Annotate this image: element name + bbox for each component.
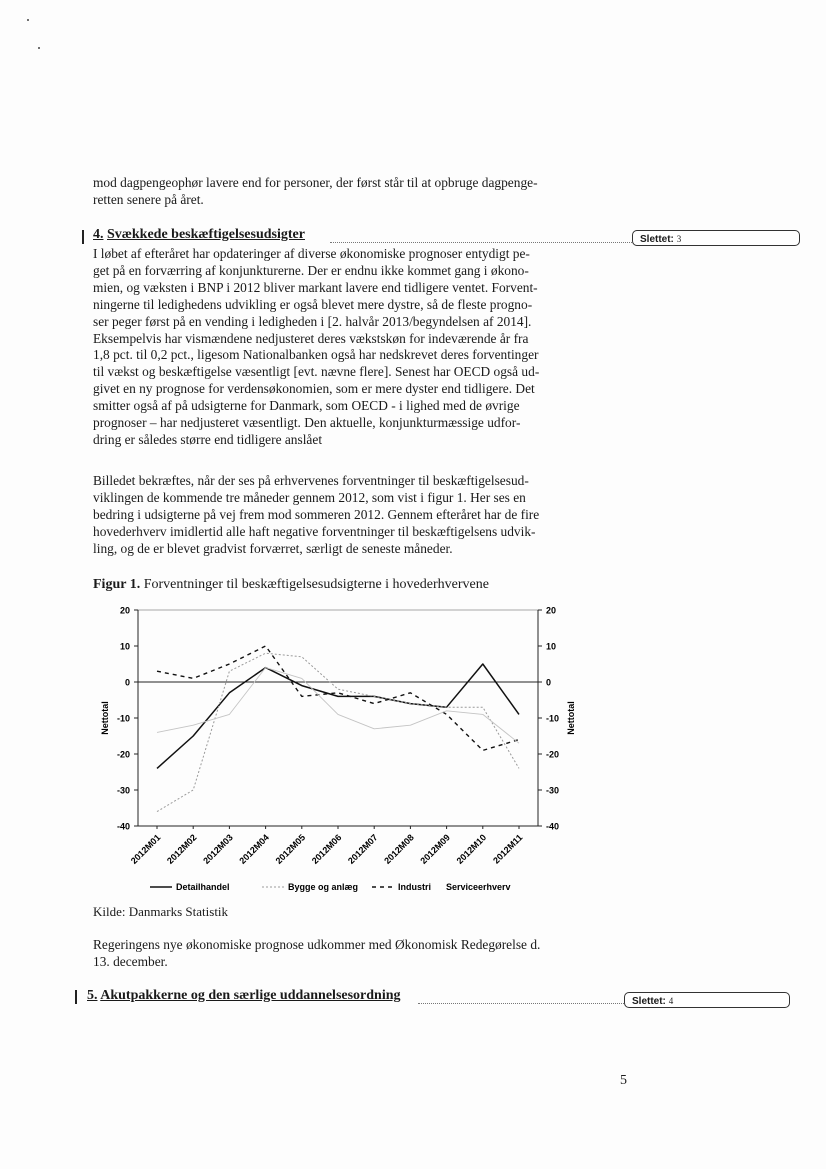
series-line-detailhandel xyxy=(157,664,519,768)
comment-label: Slettet: xyxy=(640,234,674,245)
x-tick-label: 2012M04 xyxy=(237,832,272,866)
comment-label: Slettet: xyxy=(632,996,666,1007)
section-4-paragraph-2: Billedet bekræftes, når der ses på erhvervenes forventninger til beskæftigelsesud- viklingen de kommende tre måneder gennem 2012, som vist i figur 1. Her ses en bedring i udsigterne på vej frem mod sommeren 2012. Gennem efteråret har de fire hovederhverv imidlertid alle haft negative forventninger til beskæftigelsens udvik- ling, og de er blevet gradvist forværret, særligt de seneste måneder. xyxy=(93,473,540,556)
x-tick-label: 2012M02 xyxy=(165,832,199,866)
x-tick-label: 2012M01 xyxy=(128,832,163,866)
scan-speck xyxy=(27,19,29,21)
section-5-heading xyxy=(87,988,401,1004)
comment-leader-line xyxy=(330,242,632,243)
series-line-bygge-og-anlæg xyxy=(157,653,519,811)
page-number: 5 xyxy=(620,1073,627,1088)
section-4-paragraph-1: I løbet af efteråret har opdateringer af diverse økonomiske prognoser entydigt pe- get på en forværring af konjunkturerne. Der er endnu ikke kommet gang i økono- mien, og væksten i BNP i 2012 bliver markant lavere end tidligere ventet. Forvent- ningerne til ledighedens udvikling er også blevet mere dystre, så de fleste progno- ser peger først på en vending i ledigheden i [2. halvår 2013/begyndelsen af 2014]. Eksempelvis har vismændene nedjusteret deres vækstskøn for indeværende år fra 1,8 pct. til 0,2 pct., ligesom Nationalbanken også har nedskrevet deres forventinger til vækst og beskæftigelse væsentligt [evt. nævne flere]. Senest har OECD også ud- givet en ny prognose for verdensøkonomien, som er mere dyster end tidligere. Det smitter også af på udsigterne for Danmark, som OECD - i lighed med de øvrige prognoser – har nedjusteret væsentligt. Den aktuelle, konjunkturmæssige udfor- dring er således større end tidligere anslået xyxy=(93,246,540,447)
x-tick-label: 2012M07 xyxy=(346,832,380,866)
section-5-number: 5. xyxy=(87,988,98,1003)
y-tick-label: -40 xyxy=(116,821,130,832)
y2-tick-label: 10 xyxy=(546,641,557,652)
y2-tick-label: 20 xyxy=(546,605,557,616)
y2-axis-title: Nettotal xyxy=(566,701,576,735)
y-tick-label: -10 xyxy=(116,713,130,724)
figure-source: Kilde: Danmarks Statistik xyxy=(93,904,229,919)
closing-paragraph: Regeringens nye økonomiske prognose udkommer med Økonomisk Redegørelse d. 13. december. xyxy=(93,937,541,969)
figure-caption xyxy=(93,577,489,593)
employment-expectations-chart xyxy=(90,600,576,900)
y-tick-label: 20 xyxy=(119,605,130,616)
x-tick-label: 2012M05 xyxy=(273,832,308,866)
section-4-title: Svækkede beskæftigelsesudsigter xyxy=(107,227,305,242)
x-tick-label: 2012M03 xyxy=(201,832,235,866)
y2-tick-label: -30 xyxy=(546,785,560,796)
figure-label: Figur 1. xyxy=(93,577,141,592)
figure-caption-text: Forventninger til beskæftigelsesudsigterne i hovederhvervene xyxy=(143,577,489,592)
comment-leader-line xyxy=(418,1003,624,1004)
change-bar xyxy=(82,230,84,244)
comment-number: 4 xyxy=(668,996,674,1006)
change-bar xyxy=(75,990,77,1004)
y2-tick-label: -40 xyxy=(546,821,560,832)
y-tick-label: -30 xyxy=(116,785,130,796)
section-4-heading xyxy=(93,227,305,243)
y-axis-title: Nettotal xyxy=(100,701,110,735)
y-tick-label: 0 xyxy=(124,677,130,688)
x-tick-label: 2012M09 xyxy=(418,832,453,866)
intro-paragraph: mod dagpengeophør lavere end for personer, der først står til at opbruge dagpenge- retten senere på året. xyxy=(93,175,538,207)
y-tick-label: -20 xyxy=(116,749,130,760)
legend-label: Detailhandel xyxy=(176,882,230,892)
legend-label: Serviceerhverv xyxy=(446,882,511,892)
series-line-serviceerhverv xyxy=(157,668,519,744)
x-tick-label: 2012M11 xyxy=(491,832,525,866)
legend-label: Bygge og anlæg xyxy=(288,882,359,892)
deleted-comment-balloon[interactable] xyxy=(624,992,790,1008)
y-tick-label: 10 xyxy=(119,641,130,652)
section-5-title: Akutpakkerne og den særlige uddannelsesordning xyxy=(100,988,401,1003)
section-4-number: 4. xyxy=(93,227,104,242)
y2-tick-label: -20 xyxy=(546,749,560,760)
legend-label: Industri xyxy=(398,882,431,892)
x-tick-label: 2012M10 xyxy=(454,832,489,866)
y2-tick-label: 0 xyxy=(546,677,552,688)
x-tick-label: 2012M08 xyxy=(382,832,416,866)
series-line-industri xyxy=(157,646,519,750)
deleted-comment-balloon[interactable] xyxy=(632,230,800,246)
x-tick-label: 2012M06 xyxy=(309,832,344,866)
scan-speck xyxy=(38,47,40,49)
comment-number: 3 xyxy=(676,234,682,244)
y2-tick-label: -10 xyxy=(546,713,560,724)
